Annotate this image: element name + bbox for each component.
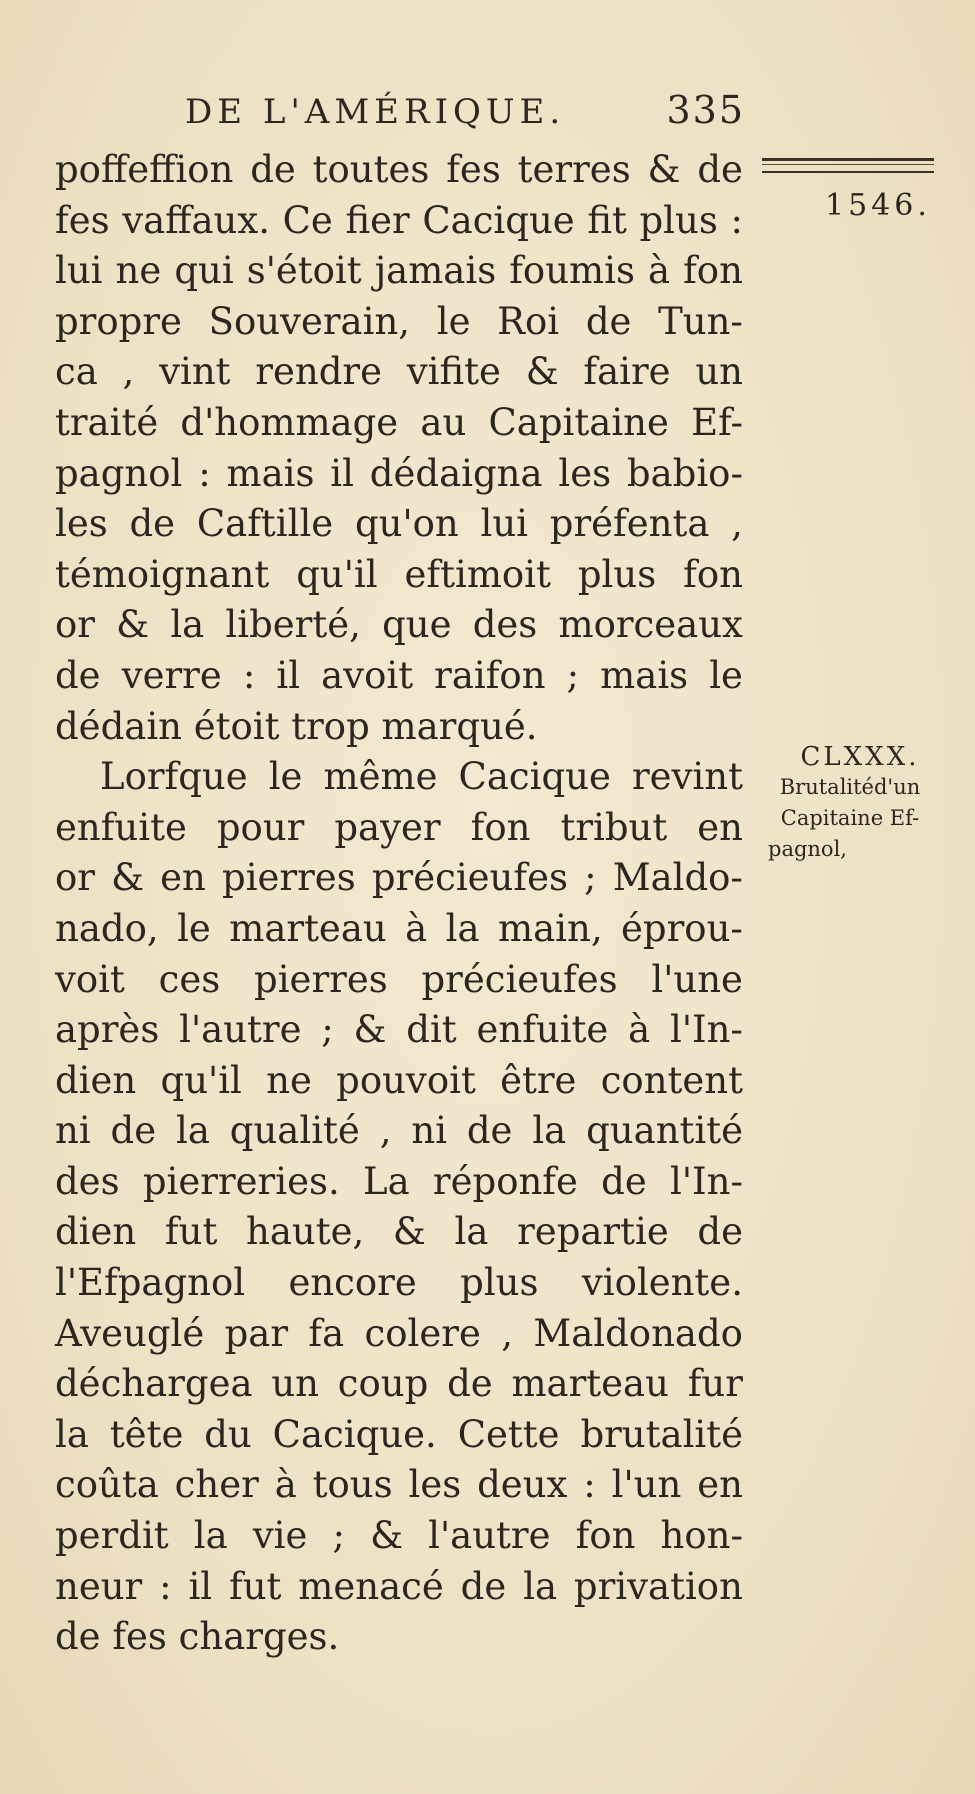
text-line: la tête du Cacique. Cette brutalité <box>55 1412 743 1456</box>
text-line: coûta cher à tous les deux : l'un en <box>55 1463 743 1507</box>
text-line: des pierreries. La réponfe de l'In- <box>55 1159 743 1203</box>
text-line: Lorfque le même Cacique revint <box>100 755 743 799</box>
text-line: dien fut haute, & la repartie de <box>55 1210 743 1254</box>
margin-year: 1546. <box>825 188 931 223</box>
text-line: témoignant qu'il eftimoit plus fon <box>55 552 743 596</box>
text-line: l'Efpagnol encore plus violente. <box>55 1261 743 1305</box>
text-line: nado, le marteau à la main, éprou- <box>55 906 743 950</box>
body-text <box>55 145 743 1663</box>
text-line: perdit la vie ; & l'autre fon hon- <box>55 1514 743 1558</box>
text-line: neur : il fut menacé de la privation <box>55 1564 743 1608</box>
page-number: 335 <box>666 88 745 132</box>
margin-note-line: pagnol, <box>768 837 847 861</box>
text-line: ni de la qualité , ni de la quantité <box>55 1109 743 1153</box>
margin-note <box>760 742 940 865</box>
text-line: dien qu'il ne pouvoit être content <box>55 1058 743 1102</box>
text-line: or & en pierres précieufes ; Maldo- <box>55 856 743 900</box>
text-line: propre Souverain, le Roi de Tun- <box>55 299 743 343</box>
text-line: après l'autre ; & dit enfuite à l'In- <box>55 1008 743 1052</box>
text-line: fes vaffaux. Ce fier Cacique fit plus : <box>55 198 743 242</box>
text-line: de verre : il avoit raifon ; mais le <box>55 653 743 697</box>
text-line: pagnol : mais il dédaigna les babio- <box>55 451 743 495</box>
text-line: déchargea un coup de marteau fur <box>55 1362 743 1406</box>
running-title: DE L'AMÉRIQUE. <box>185 92 566 132</box>
text-line: voit ces pierres précieufes l'une <box>55 957 743 1001</box>
running-head <box>185 88 745 132</box>
text-line: ca , vint rendre vifite & faire un <box>55 350 743 394</box>
text-line: Aveuglé par fa colere , Maldonado <box>55 1311 743 1355</box>
text-line: enfuite pour payer fon tribut en <box>55 805 743 849</box>
text-line: traité d'hommage au Capitaine Ef- <box>55 400 743 444</box>
text-line: poffeffion de toutes fes terres & de <box>55 148 743 191</box>
text-line: les de Caftille qu'on lui préfenta , <box>55 502 743 546</box>
text-line: lui ne qui s'étoit jamais foumis à fon <box>55 249 743 293</box>
margin-note-number: CLXXX. <box>800 742 920 772</box>
margin-ornament-rule <box>762 158 934 173</box>
text-line: de fes charges. <box>55 1615 340 1659</box>
text-line: or & la liberté, que des morceaux <box>55 603 743 647</box>
text-line: dédain étoit trop marqué. <box>55 704 538 748</box>
margin-note-line: Capitaine Ef- <box>780 806 920 830</box>
margin-note-line: Brutalitéd'un <box>779 775 921 799</box>
